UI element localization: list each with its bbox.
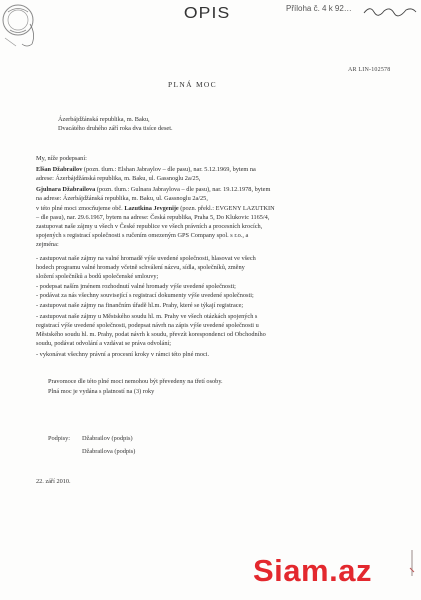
list-item: soudu, podávat odvolání a vzdávat se práva odvolání; xyxy=(36,340,171,347)
signatures-label: Podpisy: xyxy=(48,435,71,442)
signature-second: Džabrailova (podpis) xyxy=(82,448,136,455)
page-title: PLNÁ MOC xyxy=(168,80,217,89)
siam-az-logo xyxy=(253,553,415,589)
body-line: Gjulnara Džabrailova (pozn. tlum.: Gulnara Jabraylova – dle pasu), nar. 19.12.1978, bytem xyxy=(36,186,271,193)
body-line: – dle pasu), nar. 29.6.1967, bytem na adrese: Česká republika, Praha 5, Do Klukovic 1165/4, xyxy=(36,214,270,221)
person-name: Elšan Džabrailov xyxy=(36,166,83,173)
list-item: hodech programu valné hromady včetně schválení názvu, sídla, společníků, změny xyxy=(36,264,245,271)
body-line: spojených s registrací společnosti s ručením omezeným GPS Company spol. s r.o., a xyxy=(36,232,249,239)
list-item: - podepsat naším jménem rozhodnutí valné hromady výše uvedené společnosti; xyxy=(36,283,236,290)
body-line: adrese: Ázerbájdžánská republika, m. Baku, ul. Gassnoglu 2a/25, xyxy=(36,175,201,182)
body-line: na adrese: Ázerbájdžánská republika, m. Baku, ul. Gassnoglu 2a/25, xyxy=(36,195,208,202)
date-line: Dvacátého druhého září roka dva tisíce deset. xyxy=(58,125,173,132)
place-line: Ázerbájdžánská republika, m. Baku, xyxy=(58,116,150,123)
closing-line: Pravomoce dle této plné moci nemohou být převedeny na třetí osoby. xyxy=(48,378,223,385)
document-date: 22. září 2010. xyxy=(36,478,71,485)
logo-text: Siam.az xyxy=(253,553,372,588)
body-line: v této plné moci zmocňujeme obč. Lazutkina Jevgenije (pozn. překl.: EVGENY LAZUTKIN xyxy=(36,205,275,212)
body-line: zastupovat naše zájmy u všech v České republice ve všech právních a procesních krocích, xyxy=(36,223,263,230)
list-item: - vykonávat všechny právní a procesní kroky v rámci této plné moci. xyxy=(36,351,210,358)
opis-stamp: OPIS xyxy=(183,5,231,22)
corner-mark-icon xyxy=(408,548,417,578)
person-name: Gjulnara Džabrailova xyxy=(36,186,96,193)
list-item: - podávat za nás všechny související s registrací dokumenty výše uvedené společnosti; xyxy=(36,292,254,299)
list-item: složení společníků a bodů společenské smlouvy; xyxy=(36,273,159,280)
body-line: zejména: xyxy=(36,241,59,248)
attachment-note: Příloha č. 4 k 92… xyxy=(286,4,352,13)
closing-line: Plná moc je vydána s platností na (3) roky xyxy=(48,388,155,395)
list-item: Městského soudu hl. m. Prahy, podat návrh k soudu, převzít korespondenci od Obchodního xyxy=(36,331,266,338)
reference-number: AR LIN-102578 xyxy=(348,67,391,73)
signature-first: Džabrailov (podpis) xyxy=(82,435,133,442)
stamp-seal-icon xyxy=(2,2,44,50)
body-line: Elšan Džabrailov (pozn. tlum.: Elshan Jabraylov – dle pasu), nar. 5.12.1969, bytem na xyxy=(36,166,256,173)
list-item: - zastupovat naše zájmy na finančním úřadě hl.m. Prahy, které se týkají registrace; xyxy=(36,302,244,309)
list-item: registrací výše uvedené společnosti, podepsat návrh na zápis výše uvedené společnosti u xyxy=(36,322,259,329)
list-item: - zastupovat naše zájmy na valné hromadě výše uvedené společnosti, hlasovat ve všech xyxy=(36,255,256,262)
handwritten-signature-icon xyxy=(362,3,418,17)
body-line: My, níže podepsaní: xyxy=(36,155,87,162)
list-item: - zastupovat naše zájmy u Městského soudu hl. m. Prahy ve všech otázkách spojených s xyxy=(36,313,258,320)
person-name: Lazutkina Jevgenije xyxy=(124,205,179,212)
